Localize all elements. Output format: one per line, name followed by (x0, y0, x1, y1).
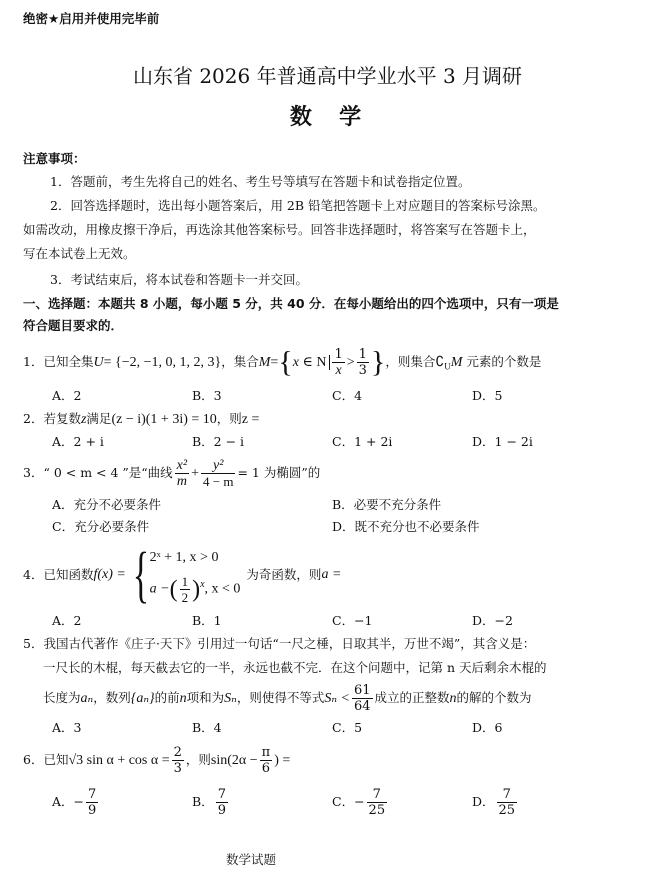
notice-item-2-line1: 2．回答选择题时，选出每小题答案后，用 2B 铅笔把答题卡上对应题目的答案标号涂黑。 (50, 198, 546, 213)
q4-option-a: A．2 (52, 613, 82, 628)
q4-option-d: D．−2 (472, 613, 513, 628)
q1-option-b: B．3 (192, 388, 222, 403)
secrecy-label: 绝密★启用并使用完毕前 (23, 11, 160, 26)
question-1: 1．已知全集U= {−2, −1, 0, 1, 2, 3}，集合M={x ∈ N $\frac{1}{x}$ > $\frac{1}{3}$ }，则集合$∁_UM$ 元素的个数是 (23, 345, 542, 379)
q4-option-b: B．1 (192, 613, 222, 628)
question-6: 6．已知√3 sin α + cos α = $\frac{2}{3}$ ，则sin(2α − $\frac{\pi}{6}$ ) = (23, 745, 291, 776)
notice-item-1: 1．答题前，考生先将自己的姓名、考生号等填写在答题卡和试卷指定位置。 (50, 174, 471, 189)
q6-option-a: A．− $\frac{7}{9}$ (52, 787, 97, 818)
notice-heading: 注意事项： (23, 151, 86, 166)
question-4: 4． 已知函数 f(x) = { 2ˣ + 1, x > 0 a −( $\frac{1}{2}$ )$^x$, x < 0 为奇函数，则 a = (23, 541, 342, 609)
q3-option-c: C．充分必要条件 (52, 519, 150, 534)
question-5-line3: 长度为aₙ，数列{aₙ}的前n项和为Sₙ，则使得不等式Sₙ < $\frac{61}{64}$ 成立的正整数n的解的个数为 (43, 683, 532, 714)
q1-option-d: D．5 (472, 388, 503, 403)
exam-title: 山东省 2026 年普通高中学业水平 3 月调研 (132, 64, 523, 88)
question-5-line1: 5．我国古代著作《庄子·天下》引用过一句话“一尺之棰，日取其半，万世不竭”，其含义是： (23, 636, 536, 651)
q2-option-d: D．1 − 2i (472, 434, 533, 449)
section1-heading-line2: 符合题目要求的． (23, 318, 124, 333)
section1-heading-line1: 一、选择题：本题共 8 小题，每小题 5 分，共 40 分．在每小题给出的四个选项中，只有一项是 (23, 296, 559, 311)
q5-option-c: C．5 (332, 720, 363, 735)
q5-option-d: D．6 (472, 720, 503, 735)
footer-label: 数学试题 (226, 852, 277, 867)
subject-title: 数 学 (289, 105, 366, 130)
q6-option-c: C．− $\frac{7}{25}$ (332, 787, 386, 818)
q2-option-c: C．1 + 2i (332, 434, 393, 449)
q3-option-b: B．必要不充分条件 (332, 497, 442, 512)
q1-option-a: A．2 (52, 388, 82, 403)
q2-option-a: A．2 + i (52, 434, 104, 449)
q3-option-a: A．充分不必要条件 (52, 497, 162, 512)
q4-option-c: C．−1 (332, 613, 373, 628)
question-3: 3．“ 0 < m < 4 ”是“曲线 $\frac{\text{x²}}{m}$ + $\frac{\text{y²}}{4 - m}$ = 1 为椭圆”的 (23, 458, 321, 489)
notice-item-2-line2: 如需改动，用橡皮擦干净后，再选涂其他答案标号。回答非选择题时，将答案写在答题卡上， (23, 222, 536, 237)
q5-option-b: B．4 (192, 720, 222, 735)
q2-option-b: B．2 − i (192, 434, 245, 449)
question-2: 2．若复数z满足(z − i)(1 + 3i) = 10，则z = (23, 411, 260, 427)
q5-option-a: A．3 (52, 720, 82, 735)
notice-item-3: 3．考试结束后，将本试卷和答题卡一并交回。 (50, 272, 308, 287)
q6-option-d: D． $\frac{7}{25}$ (472, 787, 516, 818)
q3-option-d: D．既不充分也不必要条件 (332, 519, 480, 534)
q1-option-c: C．4 (332, 388, 363, 403)
notice-item-2-line3: 写在本试卷上无效。 (23, 246, 136, 261)
question-5-line2: 一尺长的木棍，每天截去它的一半，永远也截不完．在这个问题中，记第 n 天后剩余木棍的 (43, 660, 547, 675)
q6-option-b: B． $\frac{7}{9}$ (192, 787, 226, 818)
